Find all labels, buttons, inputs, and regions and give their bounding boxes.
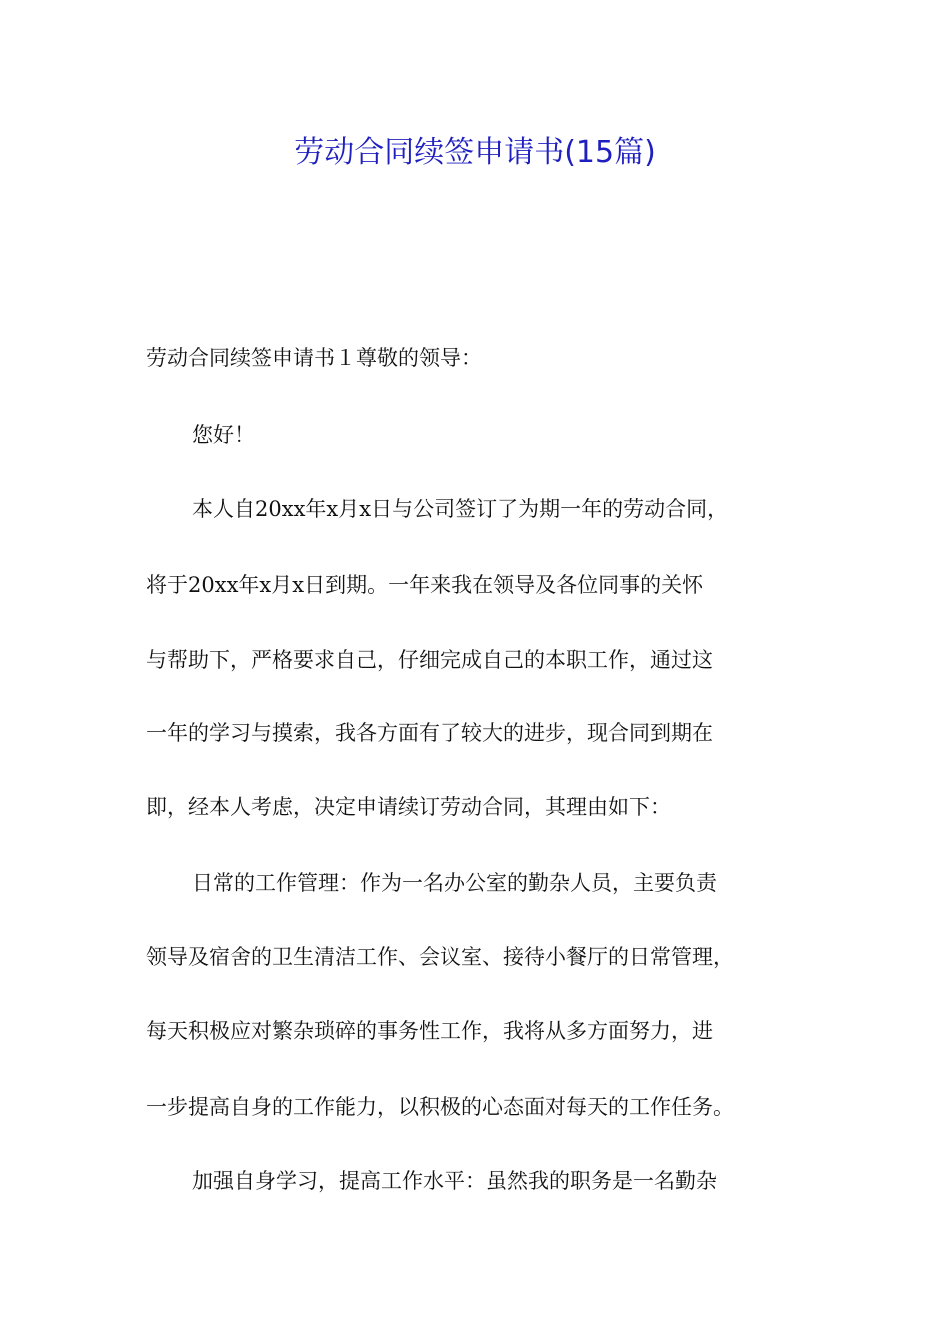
document-title: 劳动合同续签申请书(15篇) [294,135,656,170]
text-line: 即，经本人考虑，决定申请续订劳动合同，其理由如下： [146,795,671,819]
text-line: 与帮助下，严格要求自己，仔细完成自己的本职工作，通过这 [146,648,713,672]
text-line: 一步提高自身的工作能力，以积极的心态面对每天的工作任务。 [146,1095,734,1119]
text-line: 您好！ [192,423,255,447]
text-line: 领导及宿舍的卫生清洁工作、会议室、接待小餐厅的日常管理， [146,945,734,969]
text-line: 一年的学习与摸索，我各方面有了较大的进步，现合同到期在 [146,721,713,745]
text-line: 劳动合同续签申请书１尊敬的领导： [146,346,482,370]
text-line: 将于20xx年x月x日到期。一年来我在领导及各位同事的关怀 [146,573,704,597]
text-line: 本人自20xx年x月x日与公司签订了为期一年的劳动合同， [192,497,729,521]
text-line: 加强自身学习，提高工作水平：虽然我的职务是一名勤杂 [192,1169,717,1193]
text-line: 日常的工作管理：作为一名办公室的勤杂人员，主要负责 [192,871,717,895]
text-line: 每天积极应对繁杂琐碎的事务性工作，我将从多方面努力，进 [146,1019,713,1043]
